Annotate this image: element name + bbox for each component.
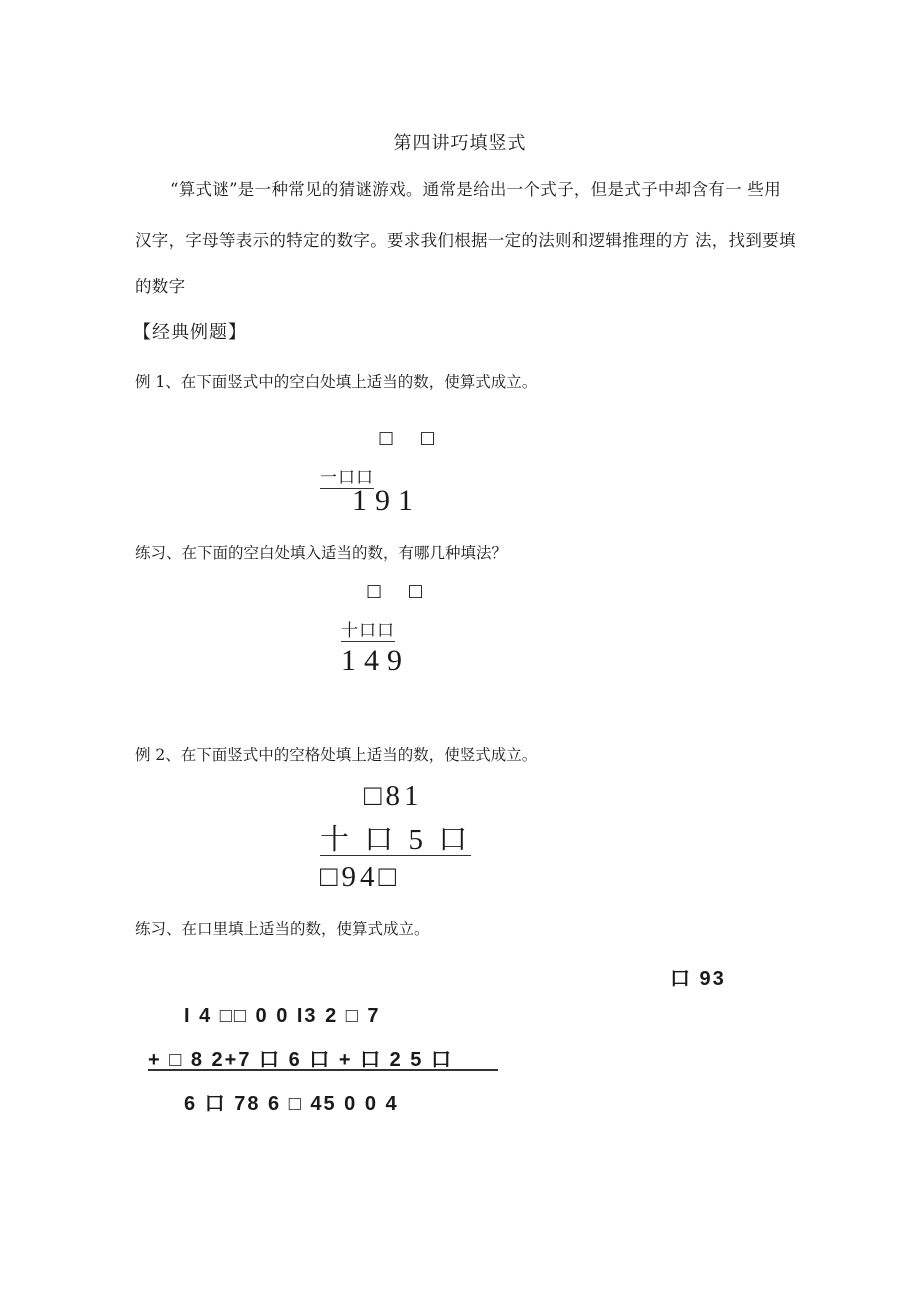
example-1-row-1: □ □ xyxy=(378,428,446,448)
example-2-row-1: □81 xyxy=(364,780,423,812)
practice-2-top-right: 口 93 xyxy=(670,968,726,990)
page-title: 第四讲巧填竖式 xyxy=(393,133,527,154)
example-1-result: 191 xyxy=(352,484,421,517)
practice-1-row-2: 十口口 xyxy=(341,616,395,642)
practice-2-result: 6 口 78 6 □ 45 0 0 4 xyxy=(184,1093,399,1115)
intro-line-1: “算式谜”是一种常见的猜谜游戏。通常是给出一个式子，但是式子中却含有一 些用 xyxy=(170,180,782,199)
practice-1-result: 149 xyxy=(341,644,410,677)
practice-2-row-2: + □ 8 2+7 口 6 口 + 口 2 5 口 xyxy=(148,1049,453,1071)
example-2-question: 例 2、在下面竖式中的空格处填上适当的数，使竖式成立。 xyxy=(135,746,538,764)
example-1-question: 例 1、在下面竖式中的空白处填上适当的数，使算式成立。 xyxy=(135,373,538,391)
example-1-row-2: 一口口 xyxy=(320,463,374,489)
example-2-row-2: 十 口 5 口 xyxy=(320,824,472,856)
intro-line-2: 汉字，字母等表示的特定的数字。要求我们根据一定的法则和逻辑推理的方 法，找到要填 xyxy=(135,231,796,250)
practice-2-question: 练习、在口里填上适当的数，使算式成立。 xyxy=(135,920,430,938)
practice-1-question: 练习、在下面的空白处填入适当的数，有哪几种填法？ xyxy=(135,544,508,562)
example-2-result: □94□ xyxy=(320,861,401,893)
intro-line-3: 的数字 xyxy=(135,277,186,296)
practice-2-row-1: I 4 □□ 0 0 I3 2 □ 7 xyxy=(184,1005,381,1027)
section-heading: 【经典例题】 xyxy=(133,322,247,343)
practice-1-row-1: □ □ xyxy=(366,581,434,601)
practice-2-sum-line xyxy=(148,1069,498,1071)
